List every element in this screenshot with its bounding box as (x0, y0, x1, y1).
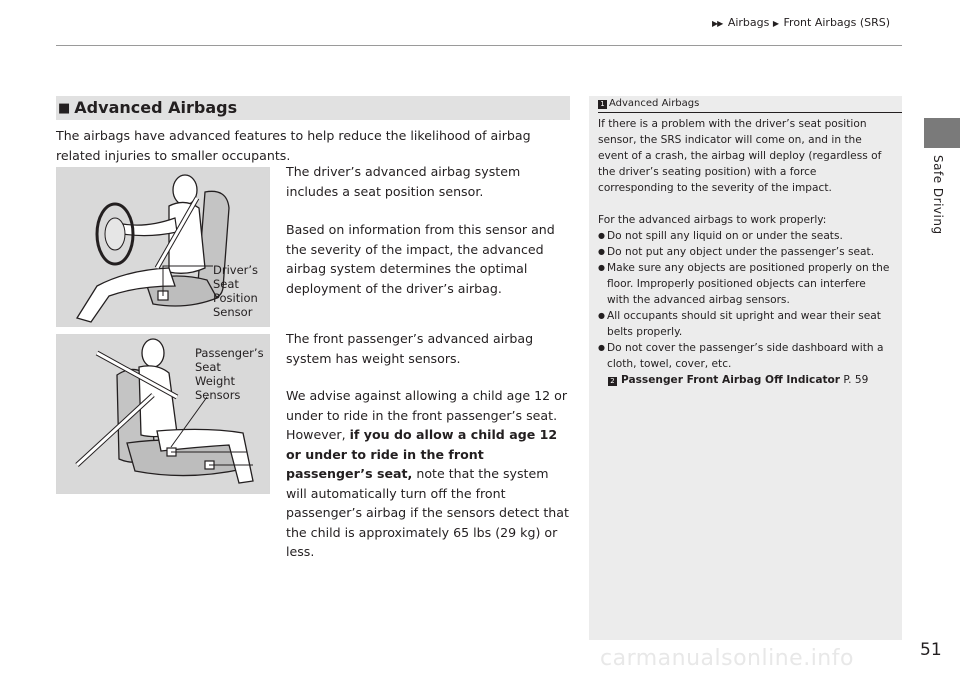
cross-reference-icon: 2 (608, 377, 617, 386)
breadcrumb (712, 16, 890, 29)
sidebar-paragraph-1: If there is a problem with the driver’s seat position sensor, the SRS indicator will come on, and in the event of a crash, the airbag will deploy (regardless of the driver’s seating position) with a force corresponding to the severity of the impact. (598, 118, 882, 194)
note-number-icon: 1 (598, 100, 607, 109)
sidebar-body (598, 116, 890, 388)
driver-paragraph-1: The driver’s advanced airbag system includes a seat position sensor. (286, 164, 521, 199)
section-heading (56, 96, 570, 120)
sidebar-paragraph-2: For the advanced airbags to work properly: (598, 214, 827, 226)
sidebar-bullet: ● Make sure any objects are positioned properly on the floor. Improperly positioned objects can interfere with the advanced airbag sensors. (598, 260, 890, 308)
passenger-sensor-callout: Passenger’s Seat Weight Sensors (195, 346, 264, 402)
header-divider (56, 45, 902, 46)
breadcrumb-current: Front Airbags (SRS) (783, 16, 891, 29)
passenger-paragraph-1: The front passenger’s advanced airbag system has weight sensors. (286, 331, 534, 366)
cross-reference-link[interactable]: 2 Passenger Front Airbag Off Indicator P. 59 (598, 372, 890, 388)
sidebar-note (589, 96, 902, 640)
breadcrumb-parent[interactable]: Airbags (727, 16, 770, 29)
breadcrumb-arrows-icon: ▶▶ (712, 19, 723, 28)
breadcrumb-separator-icon: ▶ (772, 19, 779, 28)
sidebar-bullet: ● All occupants should sit upright and wear their seat belts properly. (598, 308, 890, 340)
section-title: Advanced Airbags (74, 98, 238, 117)
passenger-warning-bold: if you do allow a child age 12 or under to ride in the front passenger’s seat, (286, 427, 558, 481)
passenger-paragraph-2: We advise against allowing a child age 12 or under to ride in the front passenger’s seat. However, if you do allow a child age 12 or under to ride in the front passenger’s seat, note that the system will automatically turn off the front passenger’s airbag if the sensors detect that the child is approximately 65 lbs (29 kg) or less. (286, 388, 569, 559)
driver-sensor-callout: Driver’s Seat Position Sensor (213, 263, 259, 319)
sidebar-bullet: ● Do not put any object under the passenger’s seat. (598, 244, 890, 260)
sidebar-bullet: ● Do not cover the passenger’s side dashboard with a cloth, towel, cover, etc. (598, 340, 890, 372)
passenger-seat-illustration (56, 334, 270, 494)
chapter-tab-marker[interactable] (924, 118, 960, 148)
chapter-tab-label[interactable]: Safe Driving (931, 155, 945, 235)
driver-seat-illustration (56, 167, 270, 327)
section-intro: The airbags have advanced features to help reduce the likelihood of airbag related injuries to smaller occupants. (56, 128, 531, 163)
driver-paragraph-2: Based on information from this sensor and the severity of the impact, the advanced airbag system determines the optimal deployment of the driver’s airbag. (286, 222, 555, 296)
sidebar-rule (598, 112, 902, 113)
sidebar-bullet: ● Do not spill any liquid on or under the seats. (598, 228, 890, 244)
page-number: 51 (920, 640, 942, 660)
watermark: carmanualsonline.info (600, 646, 854, 671)
sidebar-title: 1 Advanced Airbags (598, 98, 699, 109)
section-marker-icon: ■ (58, 101, 71, 116)
